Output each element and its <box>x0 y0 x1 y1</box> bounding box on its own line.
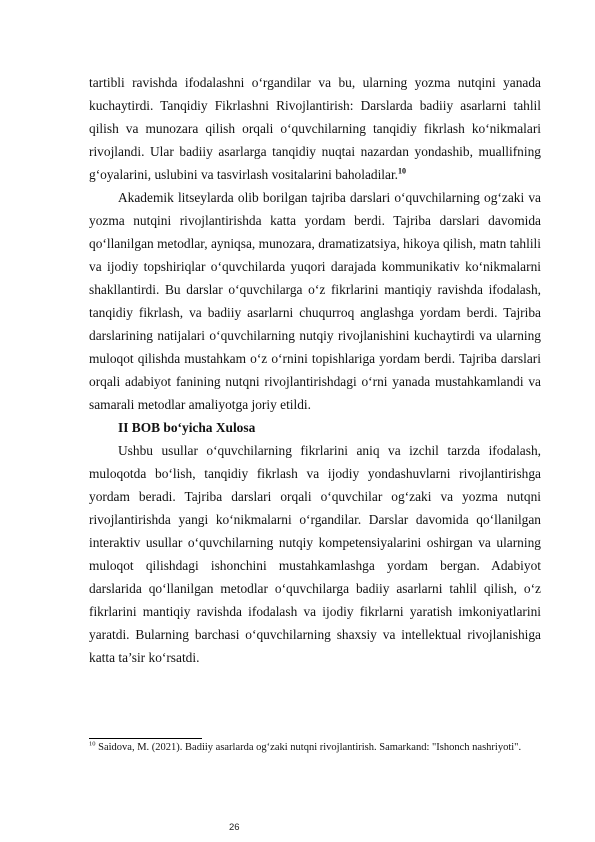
paragraph-2: Akademik litseylarda olib borilgan tajriba darslari o‘quvchilarning og‘zaki va yozma nutqini rivojlantirishda katta yordam berdi. Tajriba darslari davomida qo‘llanilgan metodlar, ayniqsa, munozara, dramatizatsiya, hikoya qilish, matn tahlili va ijodiy topshiriqlar o‘quvchilarda yuqori darajada kommunikativ ko‘nikmalarni shakllantirdi. Bu darslar o‘quvchilarga o‘z fikrlarini mantiqiy ravishda ifodalash, tanqidiy fikrlash, va badiiy asarlarni chuqurroq anglashga yordam berdi. Tajriba darslarining natijalari o‘quvchilarning nutqiy rivojlanishini kuchaytirdi va ularning muloqot qilishda mustahkam o‘z o‘rnini topishlariga yordam berdi. Tajriba darslari orqali adabiyot fanining nutqni rivojlantirishdagi o‘rni yanada mustahkamlandi va samarali metodlar amaliyotga joriy etildi. <box>89 190 541 412</box>
paragraph-1-text: tartibli ravishda ifodalashni o‘rgandilar va bu, ularning yozma nutqini yanada kuchaytirdi. Tanqidiy Fikrlashni Rivojlantirish: Darslarda badiiy asarlarni tahlil qilish va munozara qilish orqali o‘quvchilarning tanqidiy fikrlash ko‘nikmalari rivojlandi. Ular badiiy asarlarga tanqidiy nuqtai nazardan yondashib, muallifning g‘oyalarini, uslubini va tasvirlash vositalarini baholadilar. <box>89 75 541 182</box>
paragraph-1 <box>89 71 541 186</box>
footnote-divider <box>89 738 202 739</box>
page-number: 26 <box>229 822 240 833</box>
body-text <box>89 71 541 669</box>
conclusion-paragraph: Ushbu usullar o‘quvchilarning fikrlarini aniq va izchil tarzda ifodalash, muloqotda bo‘lish, tanqidiy fikrlash va ijodiy yondashuvlarni rivojlantirishga yordam beradi. Tajriba darslari orqali o‘quvchilar og‘zaki va yozma nutqni rivojlantirishda yangi ko‘nikmalarni o‘rgandilar. Darslar davomida qo‘llanilgan interaktiv usullar o‘quvchilarning nutqiy kompetensiyalarini oshirgan va ularning muloqot qilishdagi ishonchini mustahkamlashga yordam bergan. Adabiyot darslarida qo‘llanilgan metodlar o‘quvchilarga badiiy asarlarni tahlil qilish, o‘z fikrlarini mantiqiy ravishda ifodalash va ijodiy fikrlarni yaratish imkoniyatlarini yaratdi. Bularning barchasi o‘quvchilarning shaxsiy va intellektual rivojlanishiga katta ta’sir ko‘rsatdi. <box>89 443 541 665</box>
footnote-text: Saidova, M. (2021). Badiiy asarlarda og‘zaki nutqni rivojlantirish. Samarkand: "Ishonch nashriyoti". <box>98 742 522 753</box>
footnote <box>89 741 541 754</box>
footnote-reference[interactable]: 10 <box>398 166 407 176</box>
section-heading: II BOB bo‘yicha Xulosa <box>118 420 256 435</box>
footnote-number: 10 <box>89 740 96 748</box>
